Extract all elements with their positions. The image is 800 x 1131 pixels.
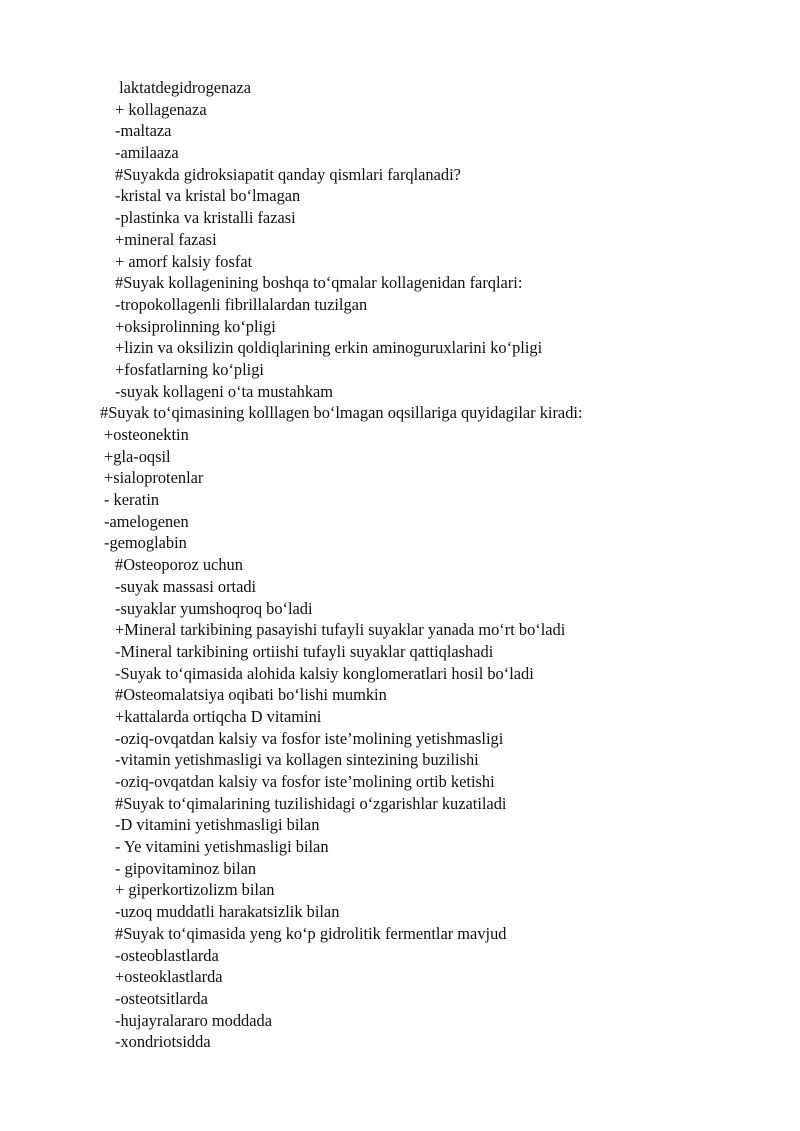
text-line: -Mineral tarkibining ortiishi tufayli suyaklar qattiqlashadi	[115, 641, 494, 661]
text-line: +fosfatlarning ko‘pligi	[115, 359, 264, 379]
text-line: -kristal va kristal bo‘lmagan	[115, 186, 301, 206]
text-line: -D vitamini yetishmasligi bilan	[115, 815, 320, 835]
text-line: +lizin va oksilizin qoldiqlarining erkin aminoguruxlarini ko‘pligi	[115, 338, 543, 358]
question-line: #Suyakda gidroksiapatit qanday qismlari farqlanadi?	[115, 164, 461, 184]
text-line: -osteoblastlarda	[115, 945, 219, 965]
question-line: #Osteomalatsiya oqibati bo‘lishi mumkin	[115, 685, 387, 705]
question-line: #Suyak to‘qimalarining tuzilishidagi o‘zgarishlar kuzatiladi	[115, 793, 507, 813]
text-line: -oziq-ovqatdan kalsiy va fosfor iste’molining ortib ketishi	[115, 772, 495, 791]
text-line: -suyaklar yumshoqroq bo‘ladi	[115, 598, 313, 618]
text-line: + giperkortizolizm bilan	[115, 880, 275, 900]
text-line: -suyak kollageni o‘ta mustahkam	[115, 381, 334, 401]
text-line: +osteoklastlarda	[115, 967, 223, 987]
text-line: -oziq-ovqatdan kalsiy va fosfor iste’molining yetishmasligi	[115, 728, 504, 748]
text-line: - Ye vitamini yetishmasligi bilan	[115, 837, 329, 857]
text-line: -amelogenen	[104, 511, 189, 531]
question-line: #Suyak kollagenining boshqa to‘qmalar kollagenidan farqlari:	[115, 273, 523, 293]
text-line: -uzoq muddatli harakatsizlik bilan	[115, 902, 340, 922]
text-line: -hujayralararo moddada	[115, 1010, 272, 1030]
text-line: +mineral fazasi	[115, 229, 217, 249]
text-line: -plastinka va kristalli fazasi	[115, 208, 296, 228]
text-line: - gipovitaminoz bilan	[115, 858, 257, 878]
text-line: +osteonektin	[104, 425, 189, 444]
text-line: -Suyak to‘qimasida alohida kalsiy konglomeratlari hosil bo‘ladi	[115, 663, 534, 683]
text-line: +kattalarda ortiqcha D vitamini	[115, 706, 322, 726]
text-line: -xondriotsidda	[115, 1032, 211, 1052]
text-line: laktatdegidrogenaza	[115, 78, 252, 97]
text-line: -suyak massasi ortadi	[115, 576, 257, 596]
text-line: + amorf kalsiy fosfat	[115, 251, 253, 271]
text-line: -osteotsitlarda	[115, 988, 208, 1008]
text-line: - keratin	[104, 490, 160, 510]
question-line: #Suyak to‘qimasida yeng ko‘p gidrolitik fermentlar mavjud	[115, 923, 507, 943]
question-line: #Suyak to‘qimasining kolllagen bo‘lmagan oqsillariga quyidagilar kiradi:	[100, 403, 583, 423]
text-line: -amilaaza	[115, 143, 179, 163]
text-line: -gemoglabin	[104, 533, 187, 553]
text-line: +Mineral tarkibining pasayishi tufayli suyaklar yanada mo‘rt bo‘ladi	[115, 620, 566, 640]
text-line: -maltaza	[115, 121, 172, 141]
text-line: -tropokollagenli fibrillalardan tuzilgan	[115, 294, 368, 314]
text-line: + kollagenaza	[115, 99, 207, 119]
text-line: +gla-oqsil	[104, 446, 171, 466]
document-page	[0, 77, 800, 1053]
text-line: +sialoprotenlar	[104, 468, 204, 488]
question-line: #Osteoporoz uchun	[115, 555, 243, 575]
text-line: +oksiprolinning ko‘pligi	[115, 316, 276, 336]
text-line: -vitamin yetishmasligi va kollagen sintezining buzilishi	[115, 750, 479, 770]
